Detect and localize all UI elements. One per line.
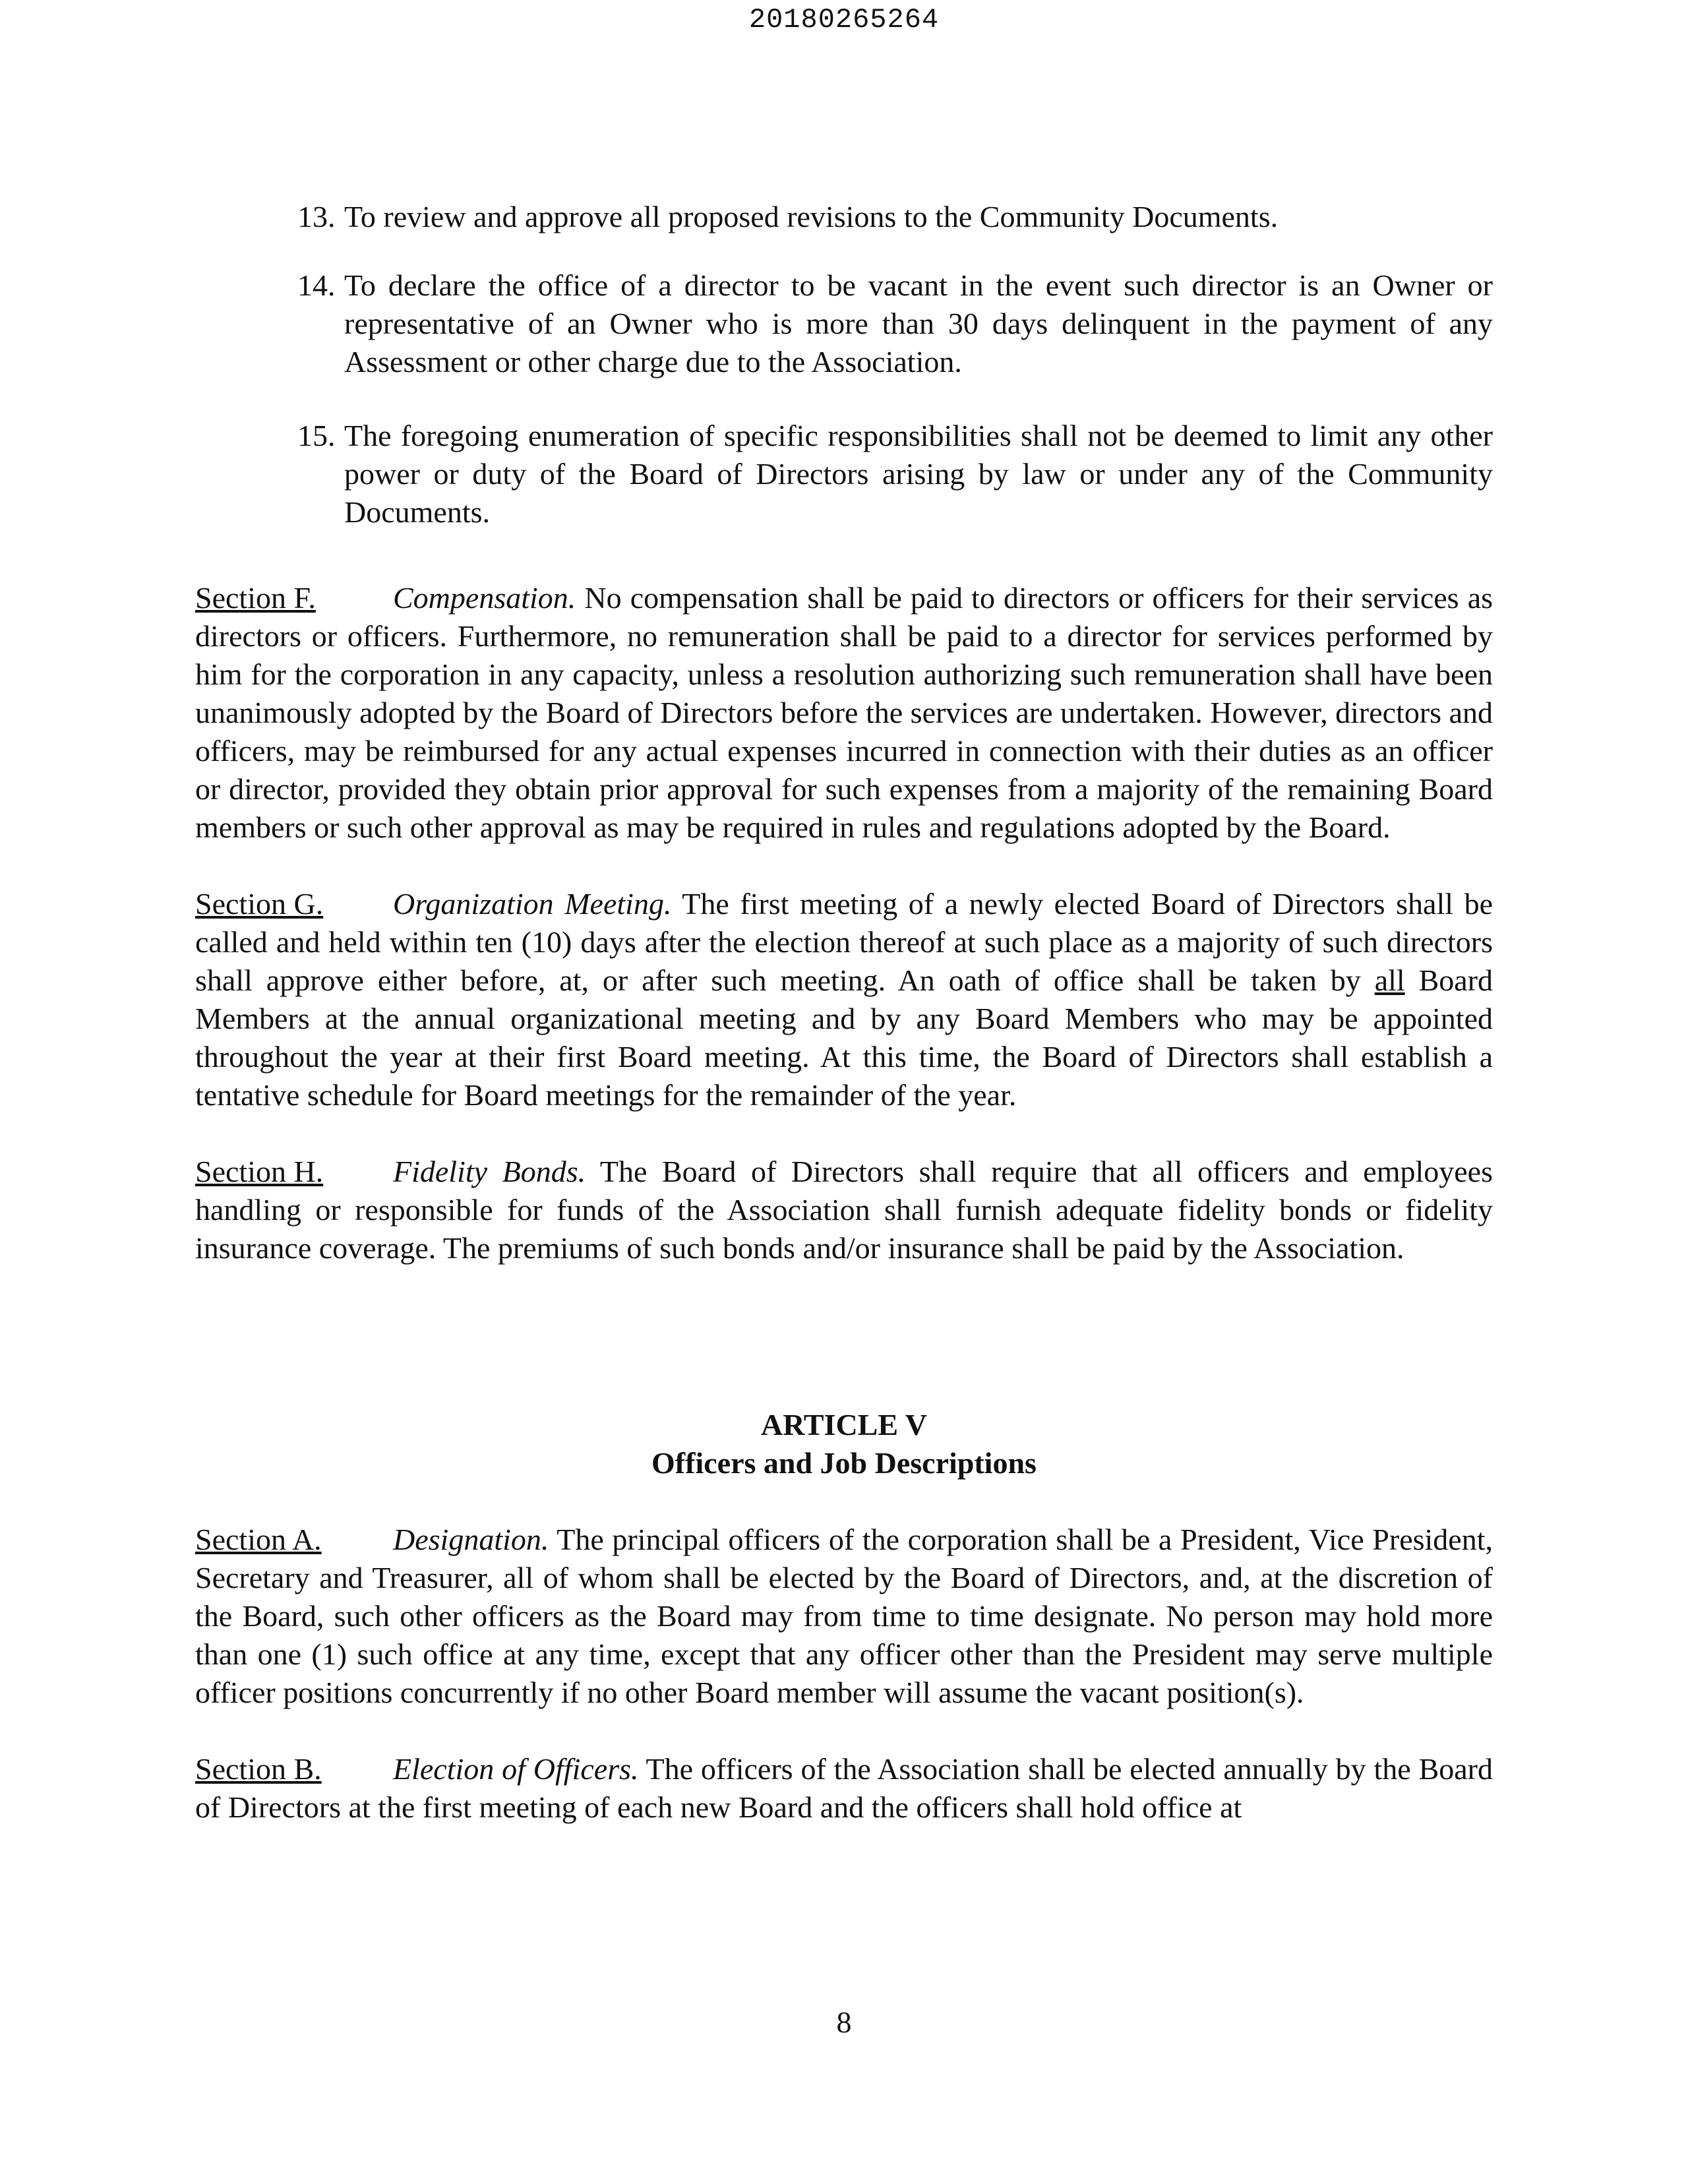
section-h-title: Fidelity Bonds. (393, 1155, 586, 1188)
document-number: 20180265264 (748, 4, 940, 36)
list-item-number: 15. (297, 419, 336, 452)
article-section-a-text: The principal officers of the corporation shall be a President, Vice President, Secretary and Treasurer, all of whom shall be elected by the Board of Directors, and, at the discretion of the Board, such other officers as the Board may from time to time designate. No person may hold more than one (1) such office at any time, except that any officer other than the President may serve multiple officer positions concurrently if no other Board member will assume the vacant position(s). (195, 1523, 1493, 1709)
section-f-paragraph (195, 579, 1493, 847)
list-item (195, 198, 1493, 236)
article-section-b-paragraph (195, 1750, 1493, 1827)
list-item (195, 417, 1493, 531)
section-f-label: Section F. (195, 581, 316, 615)
section-g-title: Organization Meeting. (393, 887, 672, 921)
article-section-a-label: Section A. (195, 1523, 322, 1556)
article-section-b-label: Section B. (195, 1752, 322, 1786)
list-item-text: To declare the office of a director to be vacant in the event such director is an Owner or representative of an Owner who is more than 30 days delinquent in the payment of any Assessment or other charge due to the Association. (344, 268, 1493, 379)
article-section-a-title: Designation. (393, 1523, 549, 1556)
list-item-text: To review and approve all proposed revisions to the Community Documents. (344, 200, 1279, 233)
section-g-label: Section G. (195, 887, 324, 921)
section-h-paragraph (195, 1153, 1493, 1267)
article-title: Officers and Job Descriptions (651, 1446, 1037, 1480)
section-f-title: Compensation. (393, 581, 576, 615)
section-g-emphasis: all (1374, 963, 1405, 997)
section-f-text: No compensation shall be paid to directors or officers for their services as directors or officers. Furthermore, no remuneration shall be paid to a director for services performed by him for the corporation in any capacity, unless a resolution authorizing such remuneration shall have been unanimously adopted by the Board of Directors before the services are undertaken. However, directors and officers, may be reimbursed for any actual expenses incurred in connection with their duties as an officer or director, provided they obtain prior approval for such expenses from a majority of the remaining Board members or such other approval as may be required in rules and regulations adopted by the Board. (195, 581, 1493, 844)
list-item-text: The foregoing enumeration of specific responsibilities shall not be deemed to limit any other power or duty of the Board of Directors arising by law or under any of the Community Documents. (344, 419, 1493, 529)
article-number: ARTICLE V (761, 1408, 927, 1441)
page-content (195, 198, 1493, 1865)
article-heading (195, 1406, 1493, 1482)
section-g-text-part-1: The first meeting of a newly elected Board of Directors shall be called and held within ten (10) days after the election thereof at such place as a majority of such directors shall approve either before, at, or after such meeting. An oath of office shall be taken by (195, 887, 1493, 997)
section-h-text: The Board of Directors shall require that all officers and employees handling or responsible for funds of the Association shall furnish adequate fidelity bonds or fidelity insurance coverage. The premiums of such bonds and/or insurance shall be paid by the Association. (195, 1155, 1493, 1265)
article-section-b-text: The officers of the Association shall be elected annually by the Board of Directors at the first meeting of each new Board and the officers shall hold office at (195, 1752, 1493, 1824)
section-h-label: Section H. (195, 1155, 324, 1188)
section-g-text-part-2: Board Members at the annual organizational meeting and by any Board Members who may be appointed throughout the year at their first Board meeting. At this time, the Board of Directors shall establish a tentative schedule for Board meetings for the remainder of the year. (195, 963, 1493, 1112)
article-section-a-paragraph (195, 1521, 1493, 1712)
article-section-b-title: Election of Officers. (393, 1752, 639, 1786)
list-item-number: 14. (297, 268, 336, 302)
list-item-number: 13. (297, 200, 336, 233)
page-number: 8 (836, 2005, 852, 2039)
section-g-paragraph (195, 885, 1493, 1114)
list-item (195, 266, 1493, 381)
